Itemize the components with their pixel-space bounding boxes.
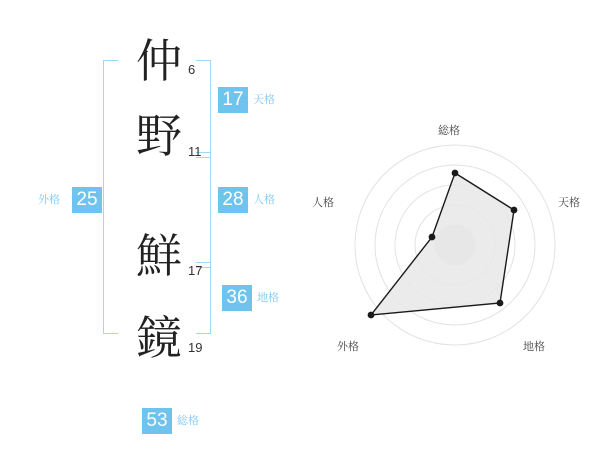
radar-point-soukaku <box>452 170 459 177</box>
gaikaku-score: 25 <box>72 187 102 213</box>
radar-axis-label-tenkaku: 天格 <box>558 196 580 209</box>
kanji-strokes-3: 17 <box>188 263 203 278</box>
radar-axis-label-soukaku: 総格 <box>438 124 460 137</box>
gaikaku-bracket <box>103 60 118 334</box>
radar-axis-label-gaikaku: 外格 <box>337 340 359 353</box>
kanji-char-2: 野 <box>136 109 182 163</box>
tenkaku-label: 天格 <box>253 93 275 106</box>
radar-chart <box>310 110 600 400</box>
kanji-strokes-1: 6 <box>188 62 196 77</box>
radar-point-jinkaku <box>429 234 436 241</box>
radar-axis-label-jinkaku: 人格 <box>312 196 334 209</box>
kanji-char-3: 鮮 <box>136 229 182 283</box>
jinkaku-label: 人格 <box>253 193 275 206</box>
kanji-strokes-2: 11 <box>188 144 202 159</box>
radar-point-gaikaku <box>368 312 375 319</box>
kanji-char-1: 仲 <box>136 34 182 88</box>
radar-point-tenkaku <box>511 207 518 214</box>
chikaku-label: 地格 <box>257 291 279 304</box>
jinkaku-bracket <box>196 152 211 268</box>
soukaku-score: 53 <box>142 408 172 434</box>
kanji-char-4: 鏡 <box>136 311 182 365</box>
radar-data-polygon <box>371 173 514 315</box>
soukaku-label: 総格 <box>177 414 199 427</box>
jinkaku-score: 28 <box>218 187 248 213</box>
radar-chart-svg <box>310 110 600 400</box>
tenkaku-score: 17 <box>218 87 248 113</box>
chikaku-score: 36 <box>222 285 252 311</box>
radar-point-chikaku <box>497 300 504 307</box>
kanji-strokes-4: 19 <box>188 340 203 355</box>
gaikaku-label: 外格 <box>38 193 60 206</box>
radar-axis-label-chikaku: 地格 <box>523 340 545 353</box>
